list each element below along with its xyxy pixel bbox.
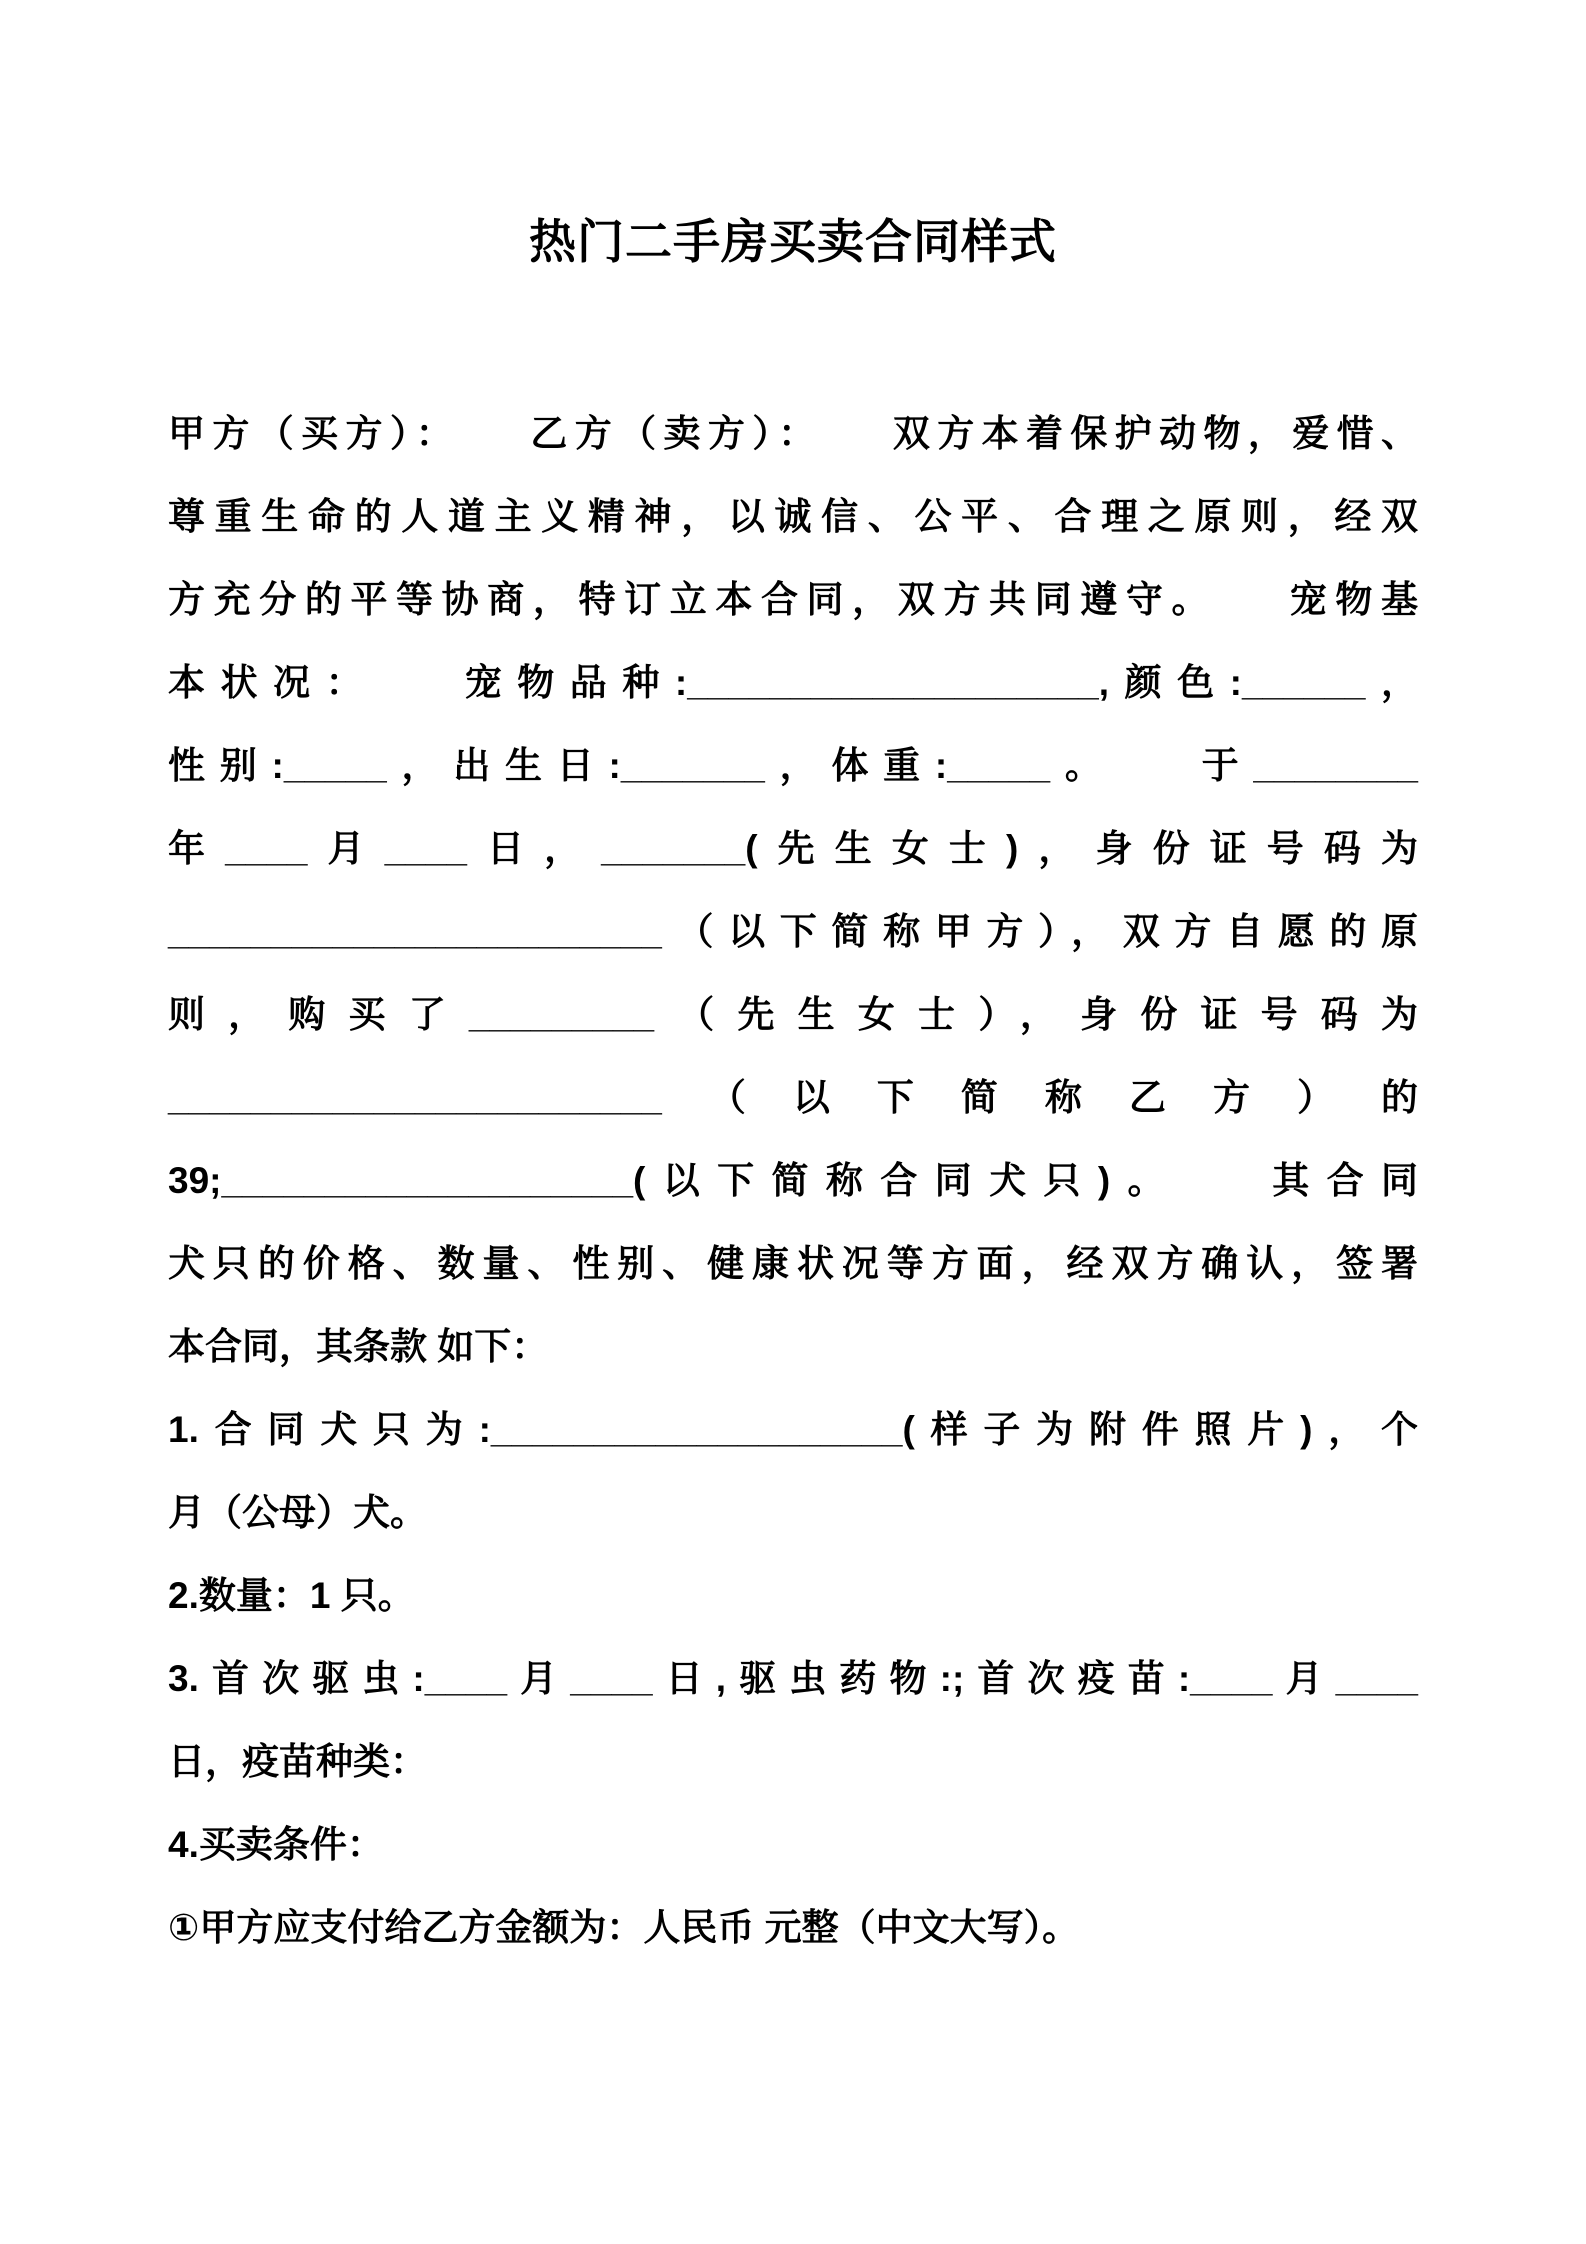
document-line: 本合同，其条款 如下：: [168, 1326, 549, 1367]
document-line: 性别:_____，出生日:_______，体重:_____。 于________: [168, 745, 1418, 786]
document-line: 4.买卖条件：: [168, 1824, 384, 1865]
document-line: ________________________（以下简称乙方）的: [168, 1077, 1418, 1118]
document-line: 日，疫苗种类：: [168, 1741, 427, 1782]
document-line: 2.数量：1 只。: [168, 1575, 415, 1616]
document-line: 本状况： 宠物品种:____________________,颜色:______，: [168, 662, 1418, 703]
document-line: 犬只的价格、数量、性别、健康状况等方面，经双方确认，签署: [168, 1243, 1418, 1284]
document-line: ①甲方应支付给乙方金额为：人民币 元整（中文大写）。: [168, 1907, 1080, 1948]
document-line: 尊重生命的人道主义精神，以诚信、公平、合理之原则，经双: [168, 496, 1418, 537]
document-line: 年____月____日，_______(先生女士)，身份证号码为: [168, 828, 1418, 869]
document-line: ________________________（以下简称甲方），双方自愿的原: [168, 911, 1418, 952]
document-line: 则，购买了_________（先生女士），身份证号码为: [168, 994, 1418, 1035]
document-title: 热门二手房买卖合同样式: [529, 215, 1057, 268]
document-line: 方充分的平等协商，特订立本合同，双方共同遵守。 宠物基: [168, 579, 1418, 620]
document-body: [0, 269, 1586, 1969]
document-line: 39;____________________(以下简称合同犬只)。 其合同: [168, 1160, 1418, 1201]
document-line: 1.合同犬只为:____________________(样子为附件照片)，个: [168, 1409, 1418, 1450]
document-line: 月（公母）犬。: [168, 1492, 427, 1533]
document-line: 3.首次驱虫:____月____日,驱虫药物:;首次疫苗:____月____: [168, 1658, 1418, 1699]
document-line: 甲方（买方）： 乙方（卖方）： 双方本着保护动物，爱惜、: [168, 413, 1418, 454]
